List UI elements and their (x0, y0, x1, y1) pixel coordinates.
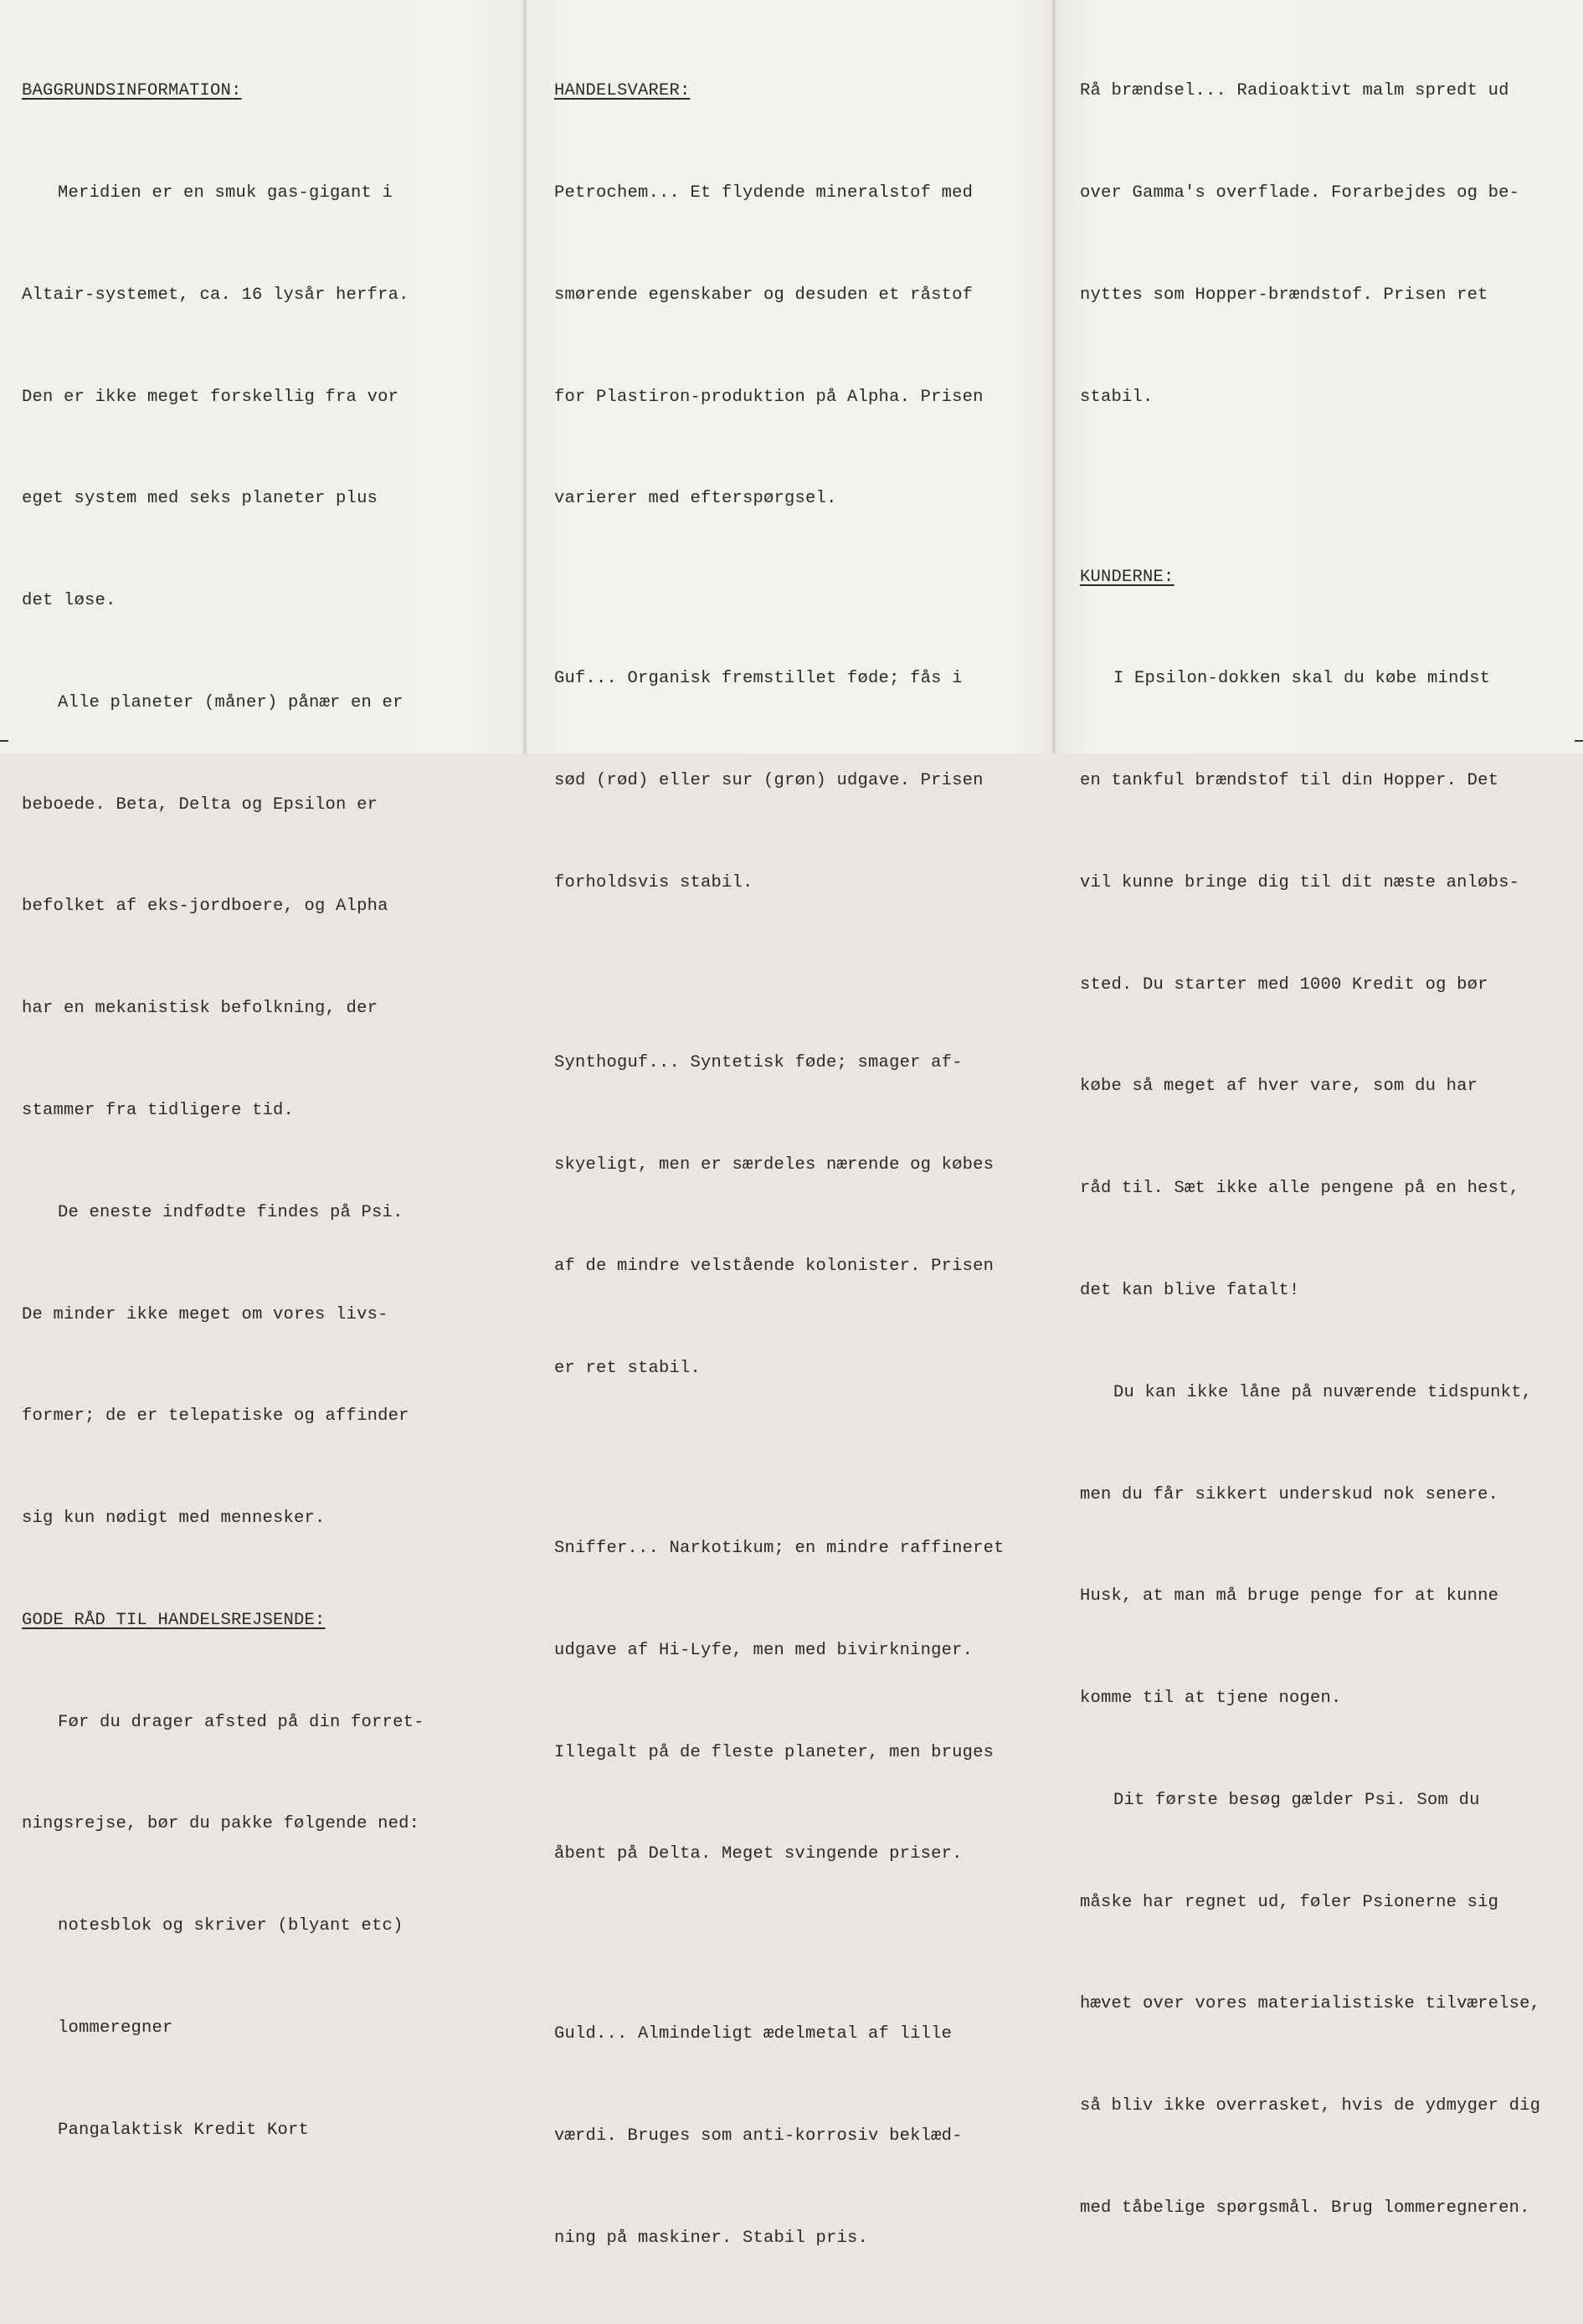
text-line: Meridien er en smuk gas-gigant i (58, 183, 393, 203)
text-line: Rå brændsel... Radioaktivt malm spredt ud (1080, 81, 1509, 101)
text-line: De minder ikke meget om vores livs- (22, 1304, 388, 1324)
text-line: komme til at tjene nogen. (1080, 1689, 1342, 1709)
text-line: købe så meget af hver vare, som du har (1080, 1077, 1478, 1097)
text-line: for Plastiron-produktion på Alpha. Prisen (554, 387, 984, 407)
text-line: råd til. Sæt ikke alle pengene på en hest, (1080, 1179, 1520, 1199)
text-line: Sniffer... Narkotikum; en mindre raffineret (554, 1539, 1005, 1559)
packing-list-item: notesblok og skriver (blyant etc) (58, 1916, 403, 1936)
text-line: skyeligt, men er særdeles nærende og købes (554, 1154, 995, 1175)
paragraph-gap (554, 1940, 1048, 1950)
text-line: Synthoguf... Syntetisk føde; smager af- (554, 1052, 963, 1072)
paragraph-gap (554, 584, 1048, 594)
text-line: over Gamma's overflade. Forarbejdes og be- (1080, 183, 1520, 203)
column-goods (554, 7, 1048, 2324)
text-line: nyttes som Hopper-brændstof. Prisen ret (1080, 285, 1488, 305)
text-line: I Epsilon-dokken skal du købe mindst (1113, 669, 1491, 689)
heading-goods: HANDELSVARER: (554, 81, 691, 101)
text-line: måske har regnet ud, føler Psionerne sig (1080, 1892, 1499, 1912)
text-line: Illegalt på de fleste planeter, men bruges (554, 1742, 995, 1762)
packing-list-item: Pangalaktisk Kredit Kort (58, 2120, 310, 2140)
column-customers (1080, 7, 1579, 2294)
text-line: Den er ikke meget forskellig fra vor (22, 387, 399, 407)
text-line: Før du drager afsted på din forret- (58, 1712, 424, 1732)
text-line: De eneste indfødte findes på Psi. (58, 1202, 403, 1222)
text-line: Guf... Organisk fremstillet føde; fås i (554, 669, 963, 689)
text-line: Petrochem... Et flydende mineralstof med (554, 183, 974, 203)
text-line: sig kun nødigt med mennesker. (22, 1509, 326, 1529)
text-line: det løse. (22, 591, 116, 611)
text-line: men du får sikkert underskud nok senere. (1080, 1484, 1499, 1504)
paper-fold-right (1051, 0, 1056, 753)
text-line: værdi. Bruges som anti-korrosiv beklæd- (554, 2126, 963, 2147)
text-line: Du kan ikke låne på nuværende tidspunkt, (1113, 1382, 1533, 1402)
text-line: Alle planeter (måner) pånær en er (58, 692, 403, 712)
text-line: udgave af Hi-Lyfe, men med bivirkninger. (554, 1640, 974, 1660)
text-line: er ret stabil. (554, 1359, 702, 1379)
heading-background: BAGGRUNDSINFORMATION: (22, 81, 242, 101)
text-line: hævet over vores materialistiske tilværelse, (1080, 1994, 1541, 2014)
text-line: eget system med seks planeter plus (22, 489, 378, 509)
text-line: Dit første besøg gælder Psi. Som du (1113, 1790, 1480, 1810)
text-line: så bliv ikke overrasket, hvis de ydmyger dig (1080, 2096, 1541, 2116)
text-line: stabil. (1080, 387, 1154, 407)
text-line: ning på maskiner. Stabil pris. (554, 2229, 869, 2248)
text-line: Guld... Almindeligt ædelmetal af lille (554, 2024, 953, 2044)
text-line: med tåbelige spørgsmål. Brug lommeregneren. (1080, 2198, 1530, 2218)
text-line: sød (rød) eller sur (grøn) udgave. Prisen (554, 771, 984, 791)
heading-customers: KUNDERNE: (1080, 567, 1174, 587)
text-line: varierer med efterspørgsel. (554, 489, 837, 509)
registration-mark-left (0, 740, 8, 742)
text-line: befolket af eks-jordboere, og Alpha (22, 897, 388, 917)
packing-list-item: lommeregner (58, 2018, 173, 2039)
text-line: vil kunne bringe dig til dit næste anløbs- (1080, 872, 1520, 892)
text-line: Altair-systemet, ca. 16 lysår herfra. (22, 285, 409, 305)
text-line: former; de er telepatiske og affinder (22, 1406, 409, 1427)
paper-fold-left (522, 0, 527, 753)
paragraph-gap (1080, 482, 1579, 492)
text-line: har en mekanistisk befolkning, der (22, 999, 378, 1019)
text-line: af de mindre velstående kolonister. Prisen (554, 1257, 995, 1277)
heading-trading-advice: GODE RÅD TIL HANDELSREJSENDE: (22, 1610, 326, 1630)
text-line: smørende egenskaber og desuden et råstof (554, 285, 974, 305)
paragraph-gap (554, 969, 1048, 979)
column-background (22, 7, 507, 2216)
text-line: stammer fra tidligere tid. (22, 1101, 295, 1120)
text-line: en tankful brændstof til din Hopper. Det (1080, 771, 1499, 791)
text-line: Husk, at man må bruge penge for at kunne (1080, 1586, 1499, 1607)
text-line: beboede. Beta, Delta og Epsilon er (22, 794, 378, 815)
text-line: det kan blive fatalt! (1080, 1280, 1300, 1300)
text-line: sted. Du starter med 1000 Kredit og bør (1080, 974, 1488, 995)
text-line: ningsrejse, bør du pakke følgende ned: (22, 1814, 420, 1834)
registration-mark-right (1575, 740, 1583, 742)
text-line: åbent på Delta. Meget svingende priser. (554, 1844, 963, 1864)
paragraph-gap (554, 1454, 1048, 1464)
text-line: forholdsvis stabil. (554, 872, 753, 892)
